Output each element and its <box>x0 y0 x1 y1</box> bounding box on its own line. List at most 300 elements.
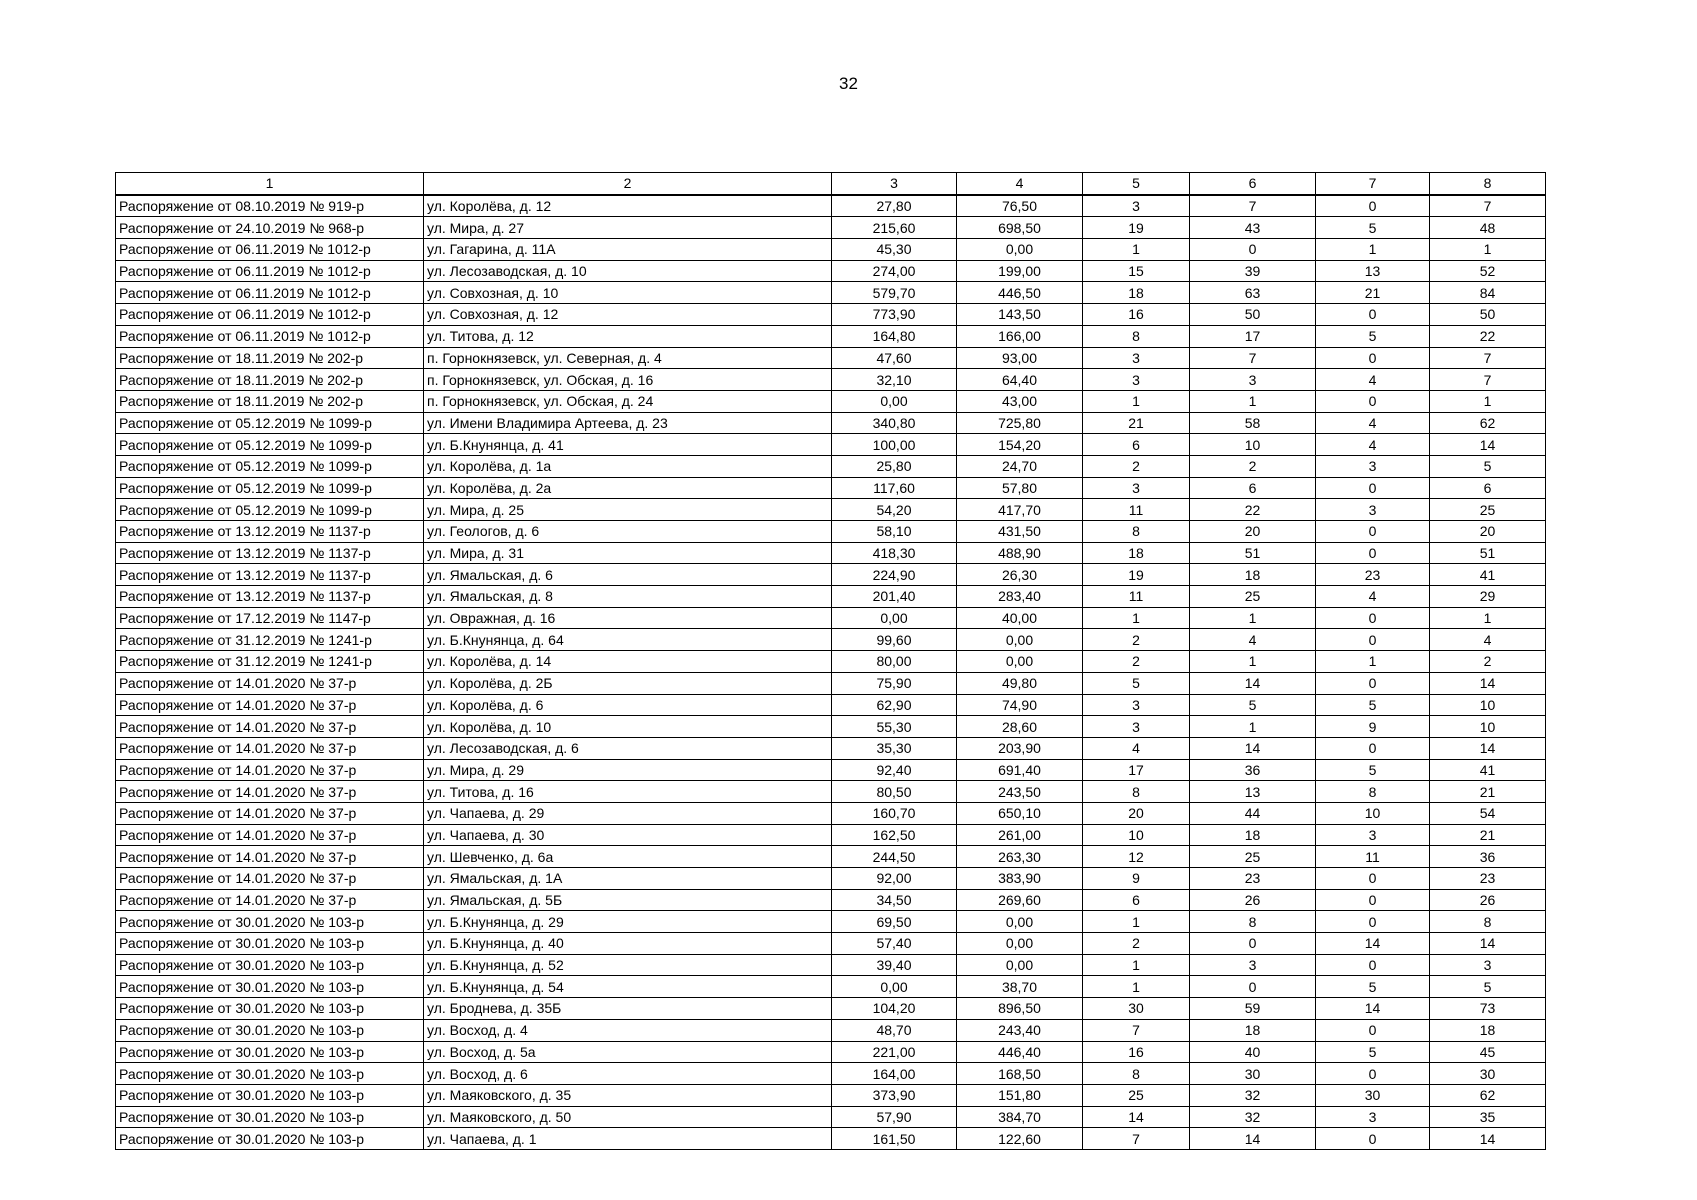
order-cell: Распоряжение от 14.01.2020 № 37-р <box>116 802 424 824</box>
value-col7-cell: 0 <box>1316 889 1430 911</box>
value-col4-cell: 26,30 <box>957 564 1083 586</box>
value-col5-cell: 8 <box>1083 1063 1190 1085</box>
value-col5-cell: 16 <box>1083 1041 1190 1063</box>
value-col5-cell: 2 <box>1083 629 1190 651</box>
value-col4-cell: 896,50 <box>957 998 1083 1020</box>
value-col4-cell: 0,00 <box>957 239 1083 261</box>
order-cell: Распоряжение от 05.12.2019 № 1099-р <box>116 412 424 434</box>
order-cell: Распоряжение от 14.01.2020 № 37-р <box>116 672 424 694</box>
value-col3-cell: 244,50 <box>832 846 957 868</box>
address-cell: ул. Ямальская, д. 1А <box>424 868 832 890</box>
value-col8-cell: 14 <box>1430 737 1546 759</box>
order-cell: Распоряжение от 30.01.2020 № 103-р <box>116 1019 424 1041</box>
order-cell: Распоряжение от 30.01.2020 № 103-р <box>116 998 424 1020</box>
value-col5-cell: 3 <box>1083 716 1190 738</box>
value-col3-cell: 45,30 <box>832 239 957 261</box>
value-col5-cell: 2 <box>1083 455 1190 477</box>
value-col6-cell: 44 <box>1190 802 1316 824</box>
value-col7-cell: 1 <box>1316 239 1430 261</box>
value-col5-cell: 3 <box>1083 694 1190 716</box>
value-col8-cell: 50 <box>1430 304 1546 326</box>
value-col7-cell: 5 <box>1316 759 1430 781</box>
table-row <box>116 846 1546 868</box>
address-cell: ул. Лесозаводская, д. 6 <box>424 737 832 759</box>
order-cell: Распоряжение от 05.12.2019 № 1099-р <box>116 477 424 499</box>
value-col8-cell: 7 <box>1430 369 1546 391</box>
value-col6-cell: 10 <box>1190 434 1316 456</box>
address-cell: ул. Восход, д. 4 <box>424 1019 832 1041</box>
table-row <box>116 304 1546 326</box>
value-col8-cell: 54 <box>1430 802 1546 824</box>
table-row <box>116 911 1546 933</box>
value-col6-cell: 58 <box>1190 412 1316 434</box>
value-col6-cell: 17 <box>1190 325 1316 347</box>
value-col4-cell: 49,80 <box>957 672 1083 694</box>
order-cell: Распоряжение от 14.01.2020 № 37-р <box>116 781 424 803</box>
registry-table <box>115 172 1546 1150</box>
order-cell: Распоряжение от 14.01.2020 № 37-р <box>116 694 424 716</box>
column-header-5: 5 <box>1083 173 1190 195</box>
value-col4-cell: 446,40 <box>957 1041 1083 1063</box>
value-col5-cell: 9 <box>1083 868 1190 890</box>
value-col4-cell: 64,40 <box>957 369 1083 391</box>
value-col8-cell: 41 <box>1430 759 1546 781</box>
value-col6-cell: 1 <box>1190 716 1316 738</box>
value-col4-cell: 417,70 <box>957 499 1083 521</box>
address-cell: ул. Королёва, д. 1а <box>424 455 832 477</box>
value-col7-cell: 5 <box>1316 217 1430 239</box>
value-col4-cell: 0,00 <box>957 911 1083 933</box>
value-col3-cell: 579,70 <box>832 282 957 304</box>
value-col5-cell: 11 <box>1083 586 1190 608</box>
column-header-2: 2 <box>424 173 832 195</box>
value-col7-cell: 1 <box>1316 651 1430 673</box>
address-cell: ул. Мира, д. 27 <box>424 217 832 239</box>
value-col8-cell: 29 <box>1430 586 1546 608</box>
value-col3-cell: 57,90 <box>832 1106 957 1128</box>
value-col6-cell: 22 <box>1190 499 1316 521</box>
value-col5-cell: 8 <box>1083 325 1190 347</box>
address-cell: ул. Б.Кнунянца, д. 52 <box>424 954 832 976</box>
address-cell: ул. Маяковского, д. 35 <box>424 1084 832 1106</box>
value-col7-cell: 3 <box>1316 824 1430 846</box>
value-col3-cell: 35,30 <box>832 737 957 759</box>
order-cell: Распоряжение от 14.01.2020 № 37-р <box>116 716 424 738</box>
table-row <box>116 542 1546 564</box>
value-col8-cell: 10 <box>1430 694 1546 716</box>
table-row <box>116 260 1546 282</box>
value-col8-cell: 1 <box>1430 607 1546 629</box>
value-col5-cell: 30 <box>1083 998 1190 1020</box>
address-cell: ул. Королёва, д. 2а <box>424 477 832 499</box>
value-col5-cell: 7 <box>1083 1128 1190 1150</box>
address-cell: ул. Мира, д. 29 <box>424 759 832 781</box>
order-cell: Распоряжение от 08.10.2019 № 919-р <box>116 195 424 217</box>
address-cell: ул. Титова, д. 12 <box>424 325 832 347</box>
value-col4-cell: 431,50 <box>957 521 1083 543</box>
table-row <box>116 1019 1546 1041</box>
value-col7-cell: 0 <box>1316 521 1430 543</box>
value-col4-cell: 57,80 <box>957 477 1083 499</box>
order-cell: Распоряжение от 18.11.2019 № 202-р <box>116 369 424 391</box>
order-cell: Распоряжение от 13.12.2019 № 1137-р <box>116 542 424 564</box>
value-col6-cell: 51 <box>1190 542 1316 564</box>
value-col8-cell: 30 <box>1430 1063 1546 1085</box>
value-col6-cell: 0 <box>1190 976 1316 998</box>
address-cell: ул. Королёва, д. 12 <box>424 195 832 217</box>
table-body <box>116 173 1546 1150</box>
address-cell: ул. Совхозная, д. 10 <box>424 282 832 304</box>
address-cell: ул. Чапаева, д. 29 <box>424 802 832 824</box>
value-col4-cell: 0,00 <box>957 629 1083 651</box>
value-col8-cell: 14 <box>1430 1128 1546 1150</box>
value-col4-cell: 263,30 <box>957 846 1083 868</box>
table-row <box>116 1128 1546 1150</box>
value-col4-cell: 488,90 <box>957 542 1083 564</box>
table-row <box>116 672 1546 694</box>
column-header-3: 3 <box>832 173 957 195</box>
value-col7-cell: 5 <box>1316 976 1430 998</box>
value-col3-cell: 32,10 <box>832 369 957 391</box>
value-col3-cell: 80,50 <box>832 781 957 803</box>
value-col6-cell: 4 <box>1190 629 1316 651</box>
address-cell: ул. Совхозная, д. 12 <box>424 304 832 326</box>
value-col3-cell: 0,00 <box>832 976 957 998</box>
order-cell: Распоряжение от 30.01.2020 № 103-р <box>116 1041 424 1063</box>
value-col7-cell: 0 <box>1316 911 1430 933</box>
value-col4-cell: 28,60 <box>957 716 1083 738</box>
value-col4-cell: 76,50 <box>957 195 1083 217</box>
value-col6-cell: 32 <box>1190 1084 1316 1106</box>
value-col5-cell: 15 <box>1083 260 1190 282</box>
value-col6-cell: 5 <box>1190 694 1316 716</box>
value-col7-cell: 14 <box>1316 933 1430 955</box>
value-col8-cell: 48 <box>1430 217 1546 239</box>
value-col7-cell: 0 <box>1316 607 1430 629</box>
table-row <box>116 455 1546 477</box>
value-col4-cell: 446,50 <box>957 282 1083 304</box>
order-cell: Распоряжение от 06.11.2019 № 1012-р <box>116 304 424 326</box>
value-col4-cell: 0,00 <box>957 651 1083 673</box>
table-row <box>116 1041 1546 1063</box>
value-col6-cell: 25 <box>1190 586 1316 608</box>
value-col5-cell: 8 <box>1083 521 1190 543</box>
value-col6-cell: 6 <box>1190 477 1316 499</box>
order-cell: Распоряжение от 05.12.2019 № 1099-р <box>116 434 424 456</box>
value-col3-cell: 224,90 <box>832 564 957 586</box>
value-col8-cell: 84 <box>1430 282 1546 304</box>
value-col3-cell: 164,00 <box>832 1063 957 1085</box>
value-col7-cell: 23 <box>1316 564 1430 586</box>
value-col3-cell: 75,90 <box>832 672 957 694</box>
address-cell: ул. Б.Кнунянца, д. 41 <box>424 434 832 456</box>
value-col3-cell: 25,80 <box>832 455 957 477</box>
value-col6-cell: 3 <box>1190 954 1316 976</box>
table-row <box>116 824 1546 846</box>
order-cell: Распоряжение от 31.12.2019 № 1241-р <box>116 651 424 673</box>
address-cell: п. Горнокнязевск, ул. Северная, д. 4 <box>424 347 832 369</box>
order-cell: Распоряжение от 14.01.2020 № 37-р <box>116 889 424 911</box>
value-col4-cell: 38,70 <box>957 976 1083 998</box>
column-header-1: 1 <box>116 173 424 195</box>
value-col5-cell: 17 <box>1083 759 1190 781</box>
value-col8-cell: 14 <box>1430 672 1546 694</box>
value-col3-cell: 274,00 <box>832 260 957 282</box>
value-col7-cell: 14 <box>1316 998 1430 1020</box>
table-row <box>116 737 1546 759</box>
order-cell: Распоряжение от 14.01.2020 № 37-р <box>116 737 424 759</box>
table-row <box>116 239 1546 261</box>
order-cell: Распоряжение от 14.01.2020 № 37-р <box>116 759 424 781</box>
order-cell: Распоряжение от 30.01.2020 № 103-р <box>116 954 424 976</box>
value-col8-cell: 62 <box>1430 412 1546 434</box>
value-col3-cell: 104,20 <box>832 998 957 1020</box>
address-cell: ул. Ямальская, д. 5Б <box>424 889 832 911</box>
table-row <box>116 998 1546 1020</box>
table-row <box>116 195 1546 217</box>
table-row <box>116 759 1546 781</box>
value-col5-cell: 1 <box>1083 239 1190 261</box>
value-col3-cell: 69,50 <box>832 911 957 933</box>
value-col4-cell: 93,00 <box>957 347 1083 369</box>
value-col3-cell: 54,20 <box>832 499 957 521</box>
value-col5-cell: 14 <box>1083 1106 1190 1128</box>
value-col7-cell: 5 <box>1316 325 1430 347</box>
table-row <box>116 607 1546 629</box>
address-cell: ул. Мира, д. 31 <box>424 542 832 564</box>
value-col4-cell: 168,50 <box>957 1063 1083 1085</box>
value-col8-cell: 18 <box>1430 1019 1546 1041</box>
value-col5-cell: 6 <box>1083 434 1190 456</box>
value-col4-cell: 698,50 <box>957 217 1083 239</box>
value-col3-cell: 55,30 <box>832 716 957 738</box>
order-cell: Распоряжение от 31.12.2019 № 1241-р <box>116 629 424 651</box>
value-col4-cell: 691,40 <box>957 759 1083 781</box>
value-col4-cell: 269,60 <box>957 889 1083 911</box>
table-row <box>116 369 1546 391</box>
table-row <box>116 564 1546 586</box>
value-col7-cell: 10 <box>1316 802 1430 824</box>
value-col7-cell: 5 <box>1316 694 1430 716</box>
value-col6-cell: 59 <box>1190 998 1316 1020</box>
value-col6-cell: 1 <box>1190 607 1316 629</box>
value-col5-cell: 7 <box>1083 1019 1190 1041</box>
value-col8-cell: 4 <box>1430 629 1546 651</box>
value-col8-cell: 21 <box>1430 824 1546 846</box>
address-cell: ул. Чапаева, д. 1 <box>424 1128 832 1150</box>
value-col7-cell: 4 <box>1316 412 1430 434</box>
order-cell: Распоряжение от 30.01.2020 № 103-р <box>116 1063 424 1085</box>
address-cell: ул. Овражная, д. 16 <box>424 607 832 629</box>
table-row <box>116 477 1546 499</box>
value-col5-cell: 1 <box>1083 607 1190 629</box>
order-cell: Распоряжение от 18.11.2019 № 202-р <box>116 347 424 369</box>
value-col4-cell: 384,70 <box>957 1106 1083 1128</box>
value-col7-cell: 3 <box>1316 1106 1430 1128</box>
value-col4-cell: 383,90 <box>957 868 1083 890</box>
value-col4-cell: 0,00 <box>957 933 1083 955</box>
value-col8-cell: 73 <box>1430 998 1546 1020</box>
value-col8-cell: 35 <box>1430 1106 1546 1128</box>
value-col3-cell: 27,80 <box>832 195 957 217</box>
value-col5-cell: 19 <box>1083 564 1190 586</box>
value-col7-cell: 0 <box>1316 477 1430 499</box>
address-cell: ул. Королёва, д. 2Б <box>424 672 832 694</box>
address-cell: ул. Маяковского, д. 50 <box>424 1106 832 1128</box>
value-col7-cell: 0 <box>1316 737 1430 759</box>
value-col7-cell: 0 <box>1316 390 1430 412</box>
value-col4-cell: 725,80 <box>957 412 1083 434</box>
value-col7-cell: 0 <box>1316 347 1430 369</box>
table-row <box>116 586 1546 608</box>
value-col5-cell: 5 <box>1083 672 1190 694</box>
value-col6-cell: 26 <box>1190 889 1316 911</box>
table-row <box>116 802 1546 824</box>
value-col7-cell: 9 <box>1316 716 1430 738</box>
table-row <box>116 325 1546 347</box>
address-cell: ул. Королёва, д. 10 <box>424 716 832 738</box>
order-cell: Распоряжение от 06.11.2019 № 1012-р <box>116 260 424 282</box>
value-col3-cell: 57,40 <box>832 933 957 955</box>
address-cell: п. Горнокнязевск, ул. Обская, д. 24 <box>424 390 832 412</box>
value-col3-cell: 0,00 <box>832 390 957 412</box>
address-cell: ул. Б.Кнунянца, д. 64 <box>424 629 832 651</box>
value-col6-cell: 25 <box>1190 846 1316 868</box>
value-col4-cell: 43,00 <box>957 390 1083 412</box>
value-col3-cell: 80,00 <box>832 651 957 673</box>
value-col6-cell: 14 <box>1190 672 1316 694</box>
value-col6-cell: 18 <box>1190 824 1316 846</box>
value-col4-cell: 166,00 <box>957 325 1083 347</box>
value-col3-cell: 373,90 <box>832 1084 957 1106</box>
order-cell: Распоряжение от 05.12.2019 № 1099-р <box>116 455 424 477</box>
value-col8-cell: 23 <box>1430 868 1546 890</box>
table-row <box>116 1106 1546 1128</box>
address-cell: ул. Ямальская, д. 6 <box>424 564 832 586</box>
value-col3-cell: 0,00 <box>832 607 957 629</box>
value-col4-cell: 122,60 <box>957 1128 1083 1150</box>
value-col6-cell: 20 <box>1190 521 1316 543</box>
value-col3-cell: 34,50 <box>832 889 957 911</box>
value-col4-cell: 650,10 <box>957 802 1083 824</box>
value-col8-cell: 5 <box>1430 455 1546 477</box>
table-row <box>116 412 1546 434</box>
order-cell: Распоряжение от 14.01.2020 № 37-р <box>116 868 424 890</box>
value-col5-cell: 12 <box>1083 846 1190 868</box>
value-col3-cell: 100,00 <box>832 434 957 456</box>
value-col3-cell: 418,30 <box>832 542 957 564</box>
value-col8-cell: 7 <box>1430 347 1546 369</box>
value-col4-cell: 151,80 <box>957 1084 1083 1106</box>
column-header-4: 4 <box>957 173 1083 195</box>
value-col7-cell: 0 <box>1316 954 1430 976</box>
value-col8-cell: 20 <box>1430 521 1546 543</box>
order-cell: Распоряжение от 30.01.2020 № 103-р <box>116 1128 424 1150</box>
column-header-7: 7 <box>1316 173 1430 195</box>
value-col8-cell: 14 <box>1430 933 1546 955</box>
value-col8-cell: 1 <box>1430 239 1546 261</box>
value-col3-cell: 160,70 <box>832 802 957 824</box>
value-col8-cell: 14 <box>1430 434 1546 456</box>
value-col5-cell: 19 <box>1083 217 1190 239</box>
value-col8-cell: 62 <box>1430 1084 1546 1106</box>
value-col3-cell: 161,50 <box>832 1128 957 1150</box>
table-row <box>116 868 1546 890</box>
value-col6-cell: 30 <box>1190 1063 1316 1085</box>
value-col5-cell: 2 <box>1083 651 1190 673</box>
value-col7-cell: 0 <box>1316 868 1430 890</box>
table-row <box>116 521 1546 543</box>
order-cell: Распоряжение от 06.11.2019 № 1012-р <box>116 325 424 347</box>
value-col6-cell: 1 <box>1190 651 1316 673</box>
value-col3-cell: 58,10 <box>832 521 957 543</box>
table-row <box>116 390 1546 412</box>
address-cell: ул. Броднева, д. 35Б <box>424 998 832 1020</box>
value-col7-cell: 8 <box>1316 781 1430 803</box>
address-cell: ул. Ямальская, д. 8 <box>424 586 832 608</box>
address-cell: ул. Мира, д. 25 <box>424 499 832 521</box>
table-row <box>116 694 1546 716</box>
table-row <box>116 1063 1546 1085</box>
value-col3-cell: 39,40 <box>832 954 957 976</box>
order-cell: Распоряжение от 05.12.2019 № 1099-р <box>116 499 424 521</box>
value-col7-cell: 0 <box>1316 195 1430 217</box>
value-col6-cell: 36 <box>1190 759 1316 781</box>
address-cell: ул. Королёва, д. 14 <box>424 651 832 673</box>
order-cell: Распоряжение от 30.01.2020 № 103-р <box>116 976 424 998</box>
value-col6-cell: 39 <box>1190 260 1316 282</box>
value-col5-cell: 18 <box>1083 282 1190 304</box>
address-cell: ул. Королёва, д. 6 <box>424 694 832 716</box>
order-cell: Распоряжение от 18.11.2019 № 202-р <box>116 390 424 412</box>
value-col5-cell: 18 <box>1083 542 1190 564</box>
address-cell: ул. Восход, д. 6 <box>424 1063 832 1085</box>
value-col5-cell: 1 <box>1083 954 1190 976</box>
order-cell: Распоряжение от 13.12.2019 № 1137-р <box>116 521 424 543</box>
table-row <box>116 282 1546 304</box>
value-col8-cell: 6 <box>1430 477 1546 499</box>
address-cell: ул. Б.Кнунянца, д. 54 <box>424 976 832 998</box>
value-col3-cell: 162,50 <box>832 824 957 846</box>
address-cell: ул. Гагарина, д. 11А <box>424 239 832 261</box>
address-cell: ул. Б.Кнунянца, д. 40 <box>424 933 832 955</box>
value-col6-cell: 7 <box>1190 347 1316 369</box>
order-cell: Распоряжение от 17.12.2019 № 1147-р <box>116 607 424 629</box>
value-col8-cell: 52 <box>1430 260 1546 282</box>
value-col3-cell: 92,00 <box>832 868 957 890</box>
table-row <box>116 499 1546 521</box>
value-col4-cell: 40,00 <box>957 607 1083 629</box>
order-cell: Распоряжение от 14.01.2020 № 37-р <box>116 846 424 868</box>
page-number: 32 <box>839 74 858 93</box>
value-col4-cell: 154,20 <box>957 434 1083 456</box>
table-row <box>116 629 1546 651</box>
value-col8-cell: 45 <box>1430 1041 1546 1063</box>
value-col8-cell: 7 <box>1430 195 1546 217</box>
value-col8-cell: 2 <box>1430 651 1546 673</box>
table-row <box>116 1084 1546 1106</box>
value-col8-cell: 22 <box>1430 325 1546 347</box>
order-cell: Распоряжение от 13.12.2019 № 1137-р <box>116 586 424 608</box>
value-col4-cell: 203,90 <box>957 737 1083 759</box>
order-cell: Распоряжение от 30.01.2020 № 103-р <box>116 933 424 955</box>
value-col3-cell: 62,90 <box>832 694 957 716</box>
value-col5-cell: 25 <box>1083 1084 1190 1106</box>
value-col6-cell: 14 <box>1190 737 1316 759</box>
value-col6-cell: 13 <box>1190 781 1316 803</box>
value-col8-cell: 36 <box>1430 846 1546 868</box>
value-col6-cell: 1 <box>1190 390 1316 412</box>
